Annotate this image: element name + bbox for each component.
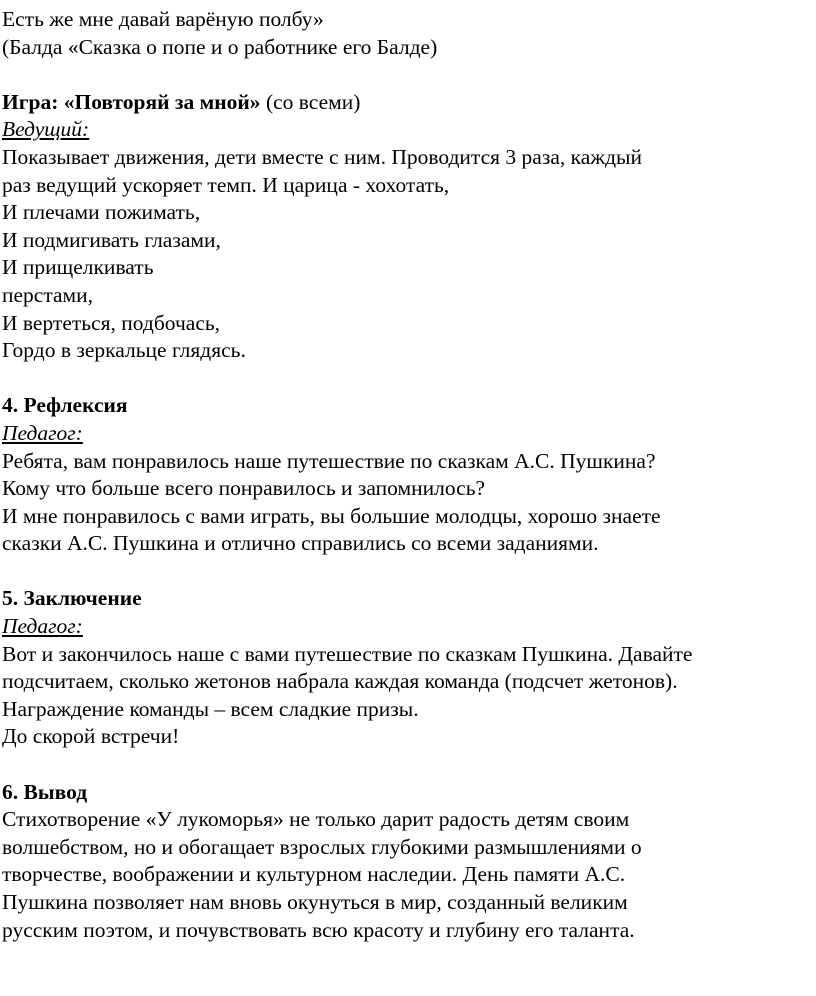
conclusion-role-label: Педагог: bbox=[2, 614, 83, 639]
conclusion-line: подсчитаем, сколько жетонов набрала каждая команда (подсчет жетонов). bbox=[2, 669, 678, 694]
spacer bbox=[2, 751, 816, 779]
intro-line: (Балда «Сказка о попе и о работнике его Балде) bbox=[2, 34, 438, 59]
game-title: Игра: «Повторяй за мной» bbox=[2, 89, 261, 114]
conclusion-line: До скорой встречи! bbox=[2, 724, 180, 749]
reflection-line: Ребята, вам понравилось наше путешествие по сказкам А.С. Пушкина? bbox=[2, 448, 656, 473]
game-heading bbox=[2, 89, 816, 117]
reflection-line: И мне понравилось с вами играть, вы большие молодцы, хорошо знаете bbox=[2, 503, 661, 528]
game-line: Показывает движения, дети вместе с ним. Проводится 3 раза, каждый bbox=[2, 144, 643, 169]
reflection-heading: 4. Рефлексия bbox=[2, 393, 128, 418]
conclusion-line: Вот и закончилось наше с вами путешествие по сказкам Пушкина. Давайте bbox=[2, 641, 693, 666]
spacer bbox=[2, 558, 816, 586]
summary-line: Стихотворение «У лукоморья» не только дарит радость детям своим bbox=[2, 807, 630, 832]
reflection-role-label: Педагог: bbox=[2, 420, 83, 445]
game-role-label: Ведущий: bbox=[2, 117, 90, 142]
conclusion-role bbox=[2, 613, 816, 641]
spacer bbox=[2, 61, 816, 89]
game-line: перстами, bbox=[2, 282, 94, 307]
summary-line: Пушкина позволяет нам вновь окунуться в мир, созданный великим bbox=[2, 890, 628, 914]
game-line: раз ведущий ускоряет темп. И царица - хохотать, bbox=[2, 172, 450, 197]
summary-heading: 6. Вывод bbox=[2, 779, 88, 804]
game-line: И прищелкивать bbox=[2, 255, 154, 280]
game-note: (со всеми) bbox=[260, 89, 361, 114]
intro-line: Есть же мне давай варёную полбу» bbox=[2, 7, 324, 31]
reflection-role bbox=[2, 420, 816, 448]
game-line: И подмигивать глазами, bbox=[2, 227, 221, 252]
game-line: Гордо в зеркальце глядясь. bbox=[2, 338, 246, 363]
reflection-line: сказки А.С. Пушкина и отлично справились со всеми заданиями. bbox=[2, 531, 599, 556]
game-line: И вертеться, подбочась, bbox=[2, 310, 221, 335]
reflection-line: Кому что больше всего понравилось и запомнилось? bbox=[2, 476, 486, 501]
summary-line: волшебством, но и обогащает взрослых глубокими размышлениями о bbox=[2, 834, 642, 859]
summary-line: русским поэтом, и почувствовать всю красоту и глубину его таланта. bbox=[2, 917, 635, 942]
game-role bbox=[2, 116, 816, 144]
conclusion-line: Награждение команды – всем сладкие призы. bbox=[2, 696, 419, 721]
conclusion-heading: 5. Заключение bbox=[2, 586, 142, 611]
game-line: И плечами пожимать, bbox=[2, 200, 201, 225]
spacer bbox=[2, 365, 816, 393]
summary-line: творчестве, воображении и культурном наследии. День памяти А.С. bbox=[2, 862, 626, 887]
